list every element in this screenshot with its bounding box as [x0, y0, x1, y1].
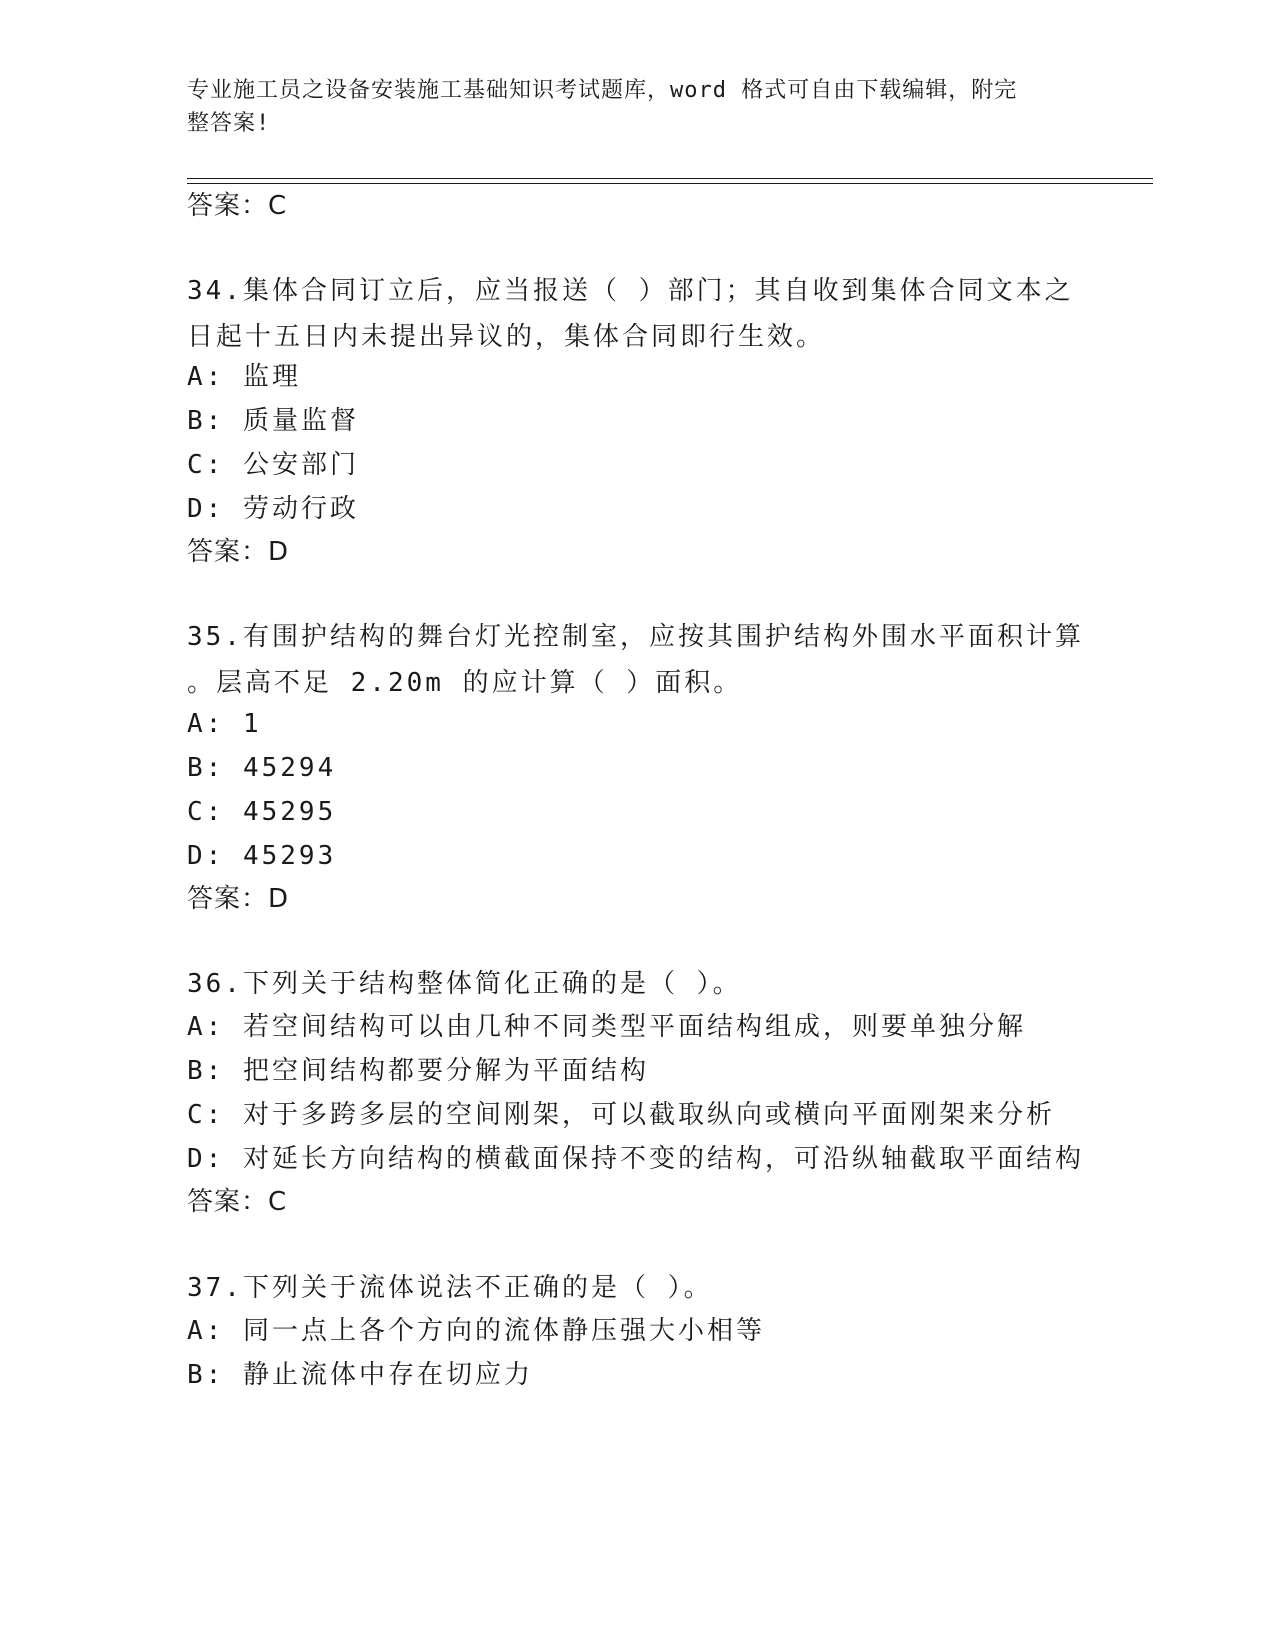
question-34-option-a: A: 监理 — [187, 362, 301, 392]
question-35-text — [187, 614, 1087, 706]
question-34-option-d: D: 劳动行政 — [187, 494, 359, 524]
question-35-option-a: A: 1 — [187, 709, 262, 739]
question-36-option-d: D: 对延长方向结构的横截面保持不变的结构，可沿纵轴截取平面结构 — [187, 1144, 1084, 1174]
question-34-option-c: C: 公安部门 — [187, 450, 359, 480]
question-36-option-b: B: 把空间结构都要分解为平面结构 — [187, 1056, 649, 1086]
question-35-option-b: B: 45294 — [187, 753, 337, 783]
question-37-text — [187, 1265, 1087, 1311]
document-header — [187, 74, 1067, 140]
question-36-line-1: 36.下列关于结构整体简化正确的是（ ）。 — [187, 969, 742, 999]
answer-33: 答案：C — [187, 191, 288, 221]
answer-36: 答案：C — [187, 1187, 288, 1217]
question-35-option-c: C: 45295 — [187, 797, 337, 827]
question-34-option-b: B: 质量监督 — [187, 406, 359, 436]
question-36-text — [187, 961, 1087, 1007]
question-36-option-a: A: 若空间结构可以由几种不同类型平面结构组成，则要单独分解 — [187, 1012, 1026, 1042]
question-34-line-2: 日起十五日内未提出异议的，集体合同即行生效。 — [187, 322, 826, 352]
header-divider-bottom — [187, 183, 1153, 184]
answer-35: 答案：D — [187, 884, 290, 914]
question-35-option-d: D: 45293 — [187, 841, 337, 871]
header-line-1: 专业施工员之设备安装施工基础知识考试题库，word 格式可自由下载编辑，附完 — [187, 78, 1018, 103]
question-34-text — [187, 268, 1087, 360]
question-37-option-b: B: 静止流体中存在切应力 — [187, 1360, 533, 1390]
question-37-option-a: A: 同一点上各个方向的流体静压强大小相等 — [187, 1316, 765, 1346]
question-37-line-1: 37.下列关于流体说法不正确的是（ ）。 — [187, 1273, 713, 1303]
header-line-2: 整答案! — [187, 111, 271, 136]
question-35-line-2: 。层高不足 2.20m 的应计算（ ）面积。 — [187, 668, 743, 698]
header-divider-top — [187, 178, 1153, 179]
question-35-line-1: 35.有围护结构的舞台灯光控制室，应按其围护结构外围水平面积计算 — [187, 622, 1084, 652]
question-34-line-1: 34.集体合同订立后，应当报送（ ）部门；其自收到集体合同文本之 — [187, 276, 1074, 306]
question-36-option-c: C: 对于多跨多层的空间刚架，可以截取纵向或横向平面刚架来分析 — [187, 1100, 1055, 1130]
answer-34: 答案：D — [187, 537, 290, 567]
